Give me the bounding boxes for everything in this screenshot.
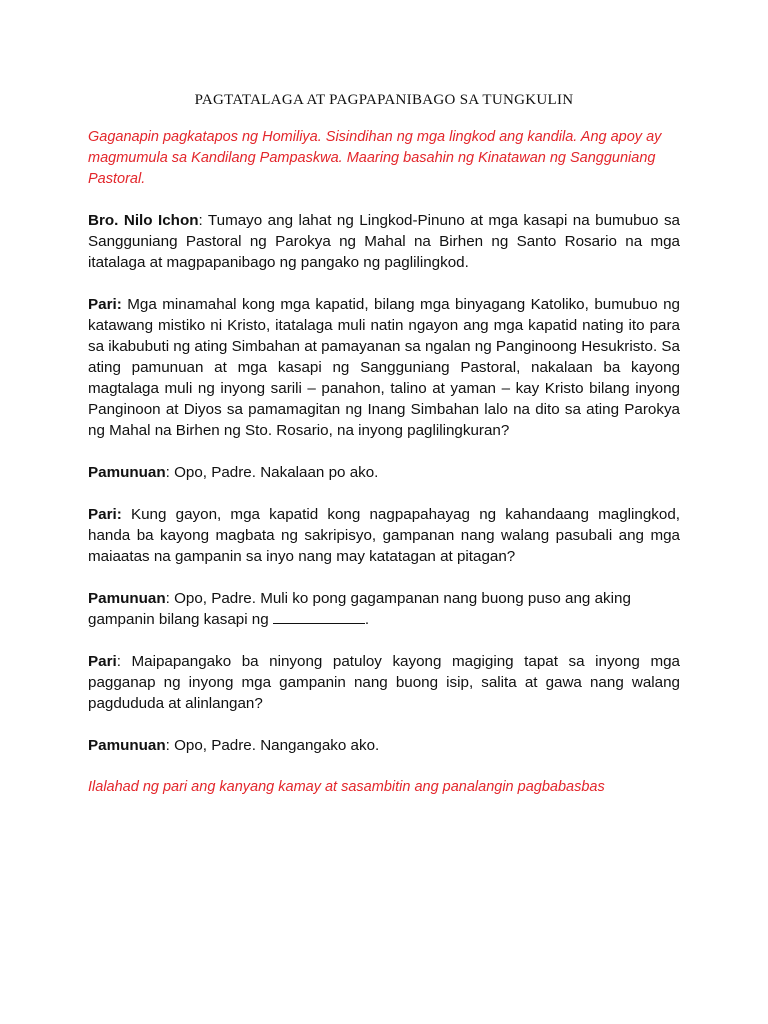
speaker-label: Pari: <box>88 296 122 313</box>
paragraph-pari-1 <box>88 294 680 441</box>
paragraph-text: : Opo, Padre. Muli ko pong gagampanan nang buong puso ang aking gampanin bilang kasapi ng <box>88 590 631 628</box>
paragraph-pamunuan-1 <box>88 462 680 483</box>
speaker-label: Pari <box>88 653 117 670</box>
paragraph-text: : Maipapangako ba ninyong patuloy kayong magiging tapat sa inyong mga pagganap ng inyong mga gampanin nang buong isip, salita at gawa nang walang pagdududa at alinlangan? <box>88 653 680 712</box>
paragraph-pari-2 <box>88 504 680 567</box>
speaker-label: Bro. Nilo Ichon <box>88 212 199 229</box>
paragraph-pamunuan-3 <box>88 735 680 756</box>
paragraph-pamunuan-2 <box>88 588 680 630</box>
document-page <box>88 92 680 818</box>
paragraph-pari-3 <box>88 651 680 714</box>
paragraph-bro-nilo <box>88 210 680 273</box>
paragraph-text-end: . <box>364 611 370 628</box>
closing-rubric-note: Ilalahad ng pari ang kanyang kamay at sasambitin ang panalangin pagbabasbas <box>88 779 605 795</box>
paragraph-text: : Tumayo ang lahat ng Lingkod-Pinuno at mga kasapi na bumubuo sa Sangguniang Pastoral ng Parokya ng Mahal na Birhen ng Santo Rosario na mga itatalaga at magpapanibago ng pangako ng paglilingkod. <box>88 212 680 271</box>
paragraph-text: : Opo, Padre. Nangangako ako. <box>165 737 380 754</box>
fill-in-blank-line <box>273 610 365 624</box>
intro-rubric-note: Gaganapin pagkatapos ng Homiliya. Sisindihan ng mga lingkod ang kandila. Ang apoy ay magmumula sa Kandilang Pampaskwa. Maaring basahin ng Kinatawan ng Sangguniang Pastoral. <box>88 129 662 187</box>
paragraph-text: : Opo, Padre. Nakalaan po ako. <box>165 464 379 481</box>
speaker-label: Pamunuan <box>88 590 166 607</box>
paragraph-text: Kung gayon, mga kapatid kong nagpapahayag ng kahandaang maglingkod, handa ba kayong magbata ng sakripisyo, gampanan nang walang pasubali ang mga maiaatas na gampanin sa inyo nang may katatagan at pitagan? <box>88 506 680 565</box>
document-title: PAGTATALAGA AT PAGPAPANIBAGO SA TUNGKULIN <box>194 92 574 108</box>
paragraph-text: Mga minamahal kong mga kapatid, bilang mga binyagang Katoliko, bumubuo ng katawang mistiko ni Kristo, itatalaga muli natin ngayon ang mga kapatid nating ito para sa ikabubuti ng ating Simbahan at pamayanan sa ngalan ng Panginoong Hesukristo. Sa ating pamunuan at mga kasapi ng Sangguniang Pastoral, nakalaan ba kayong magtalaga muli ng inyong sarili – panahon, talino at yaman – kay Kristo bilang inyong Panginoon at Diyos sa pamamagitan ng Inang Simbahan lalo na dito sa ating Parokya ng Mahal na Birhen ng Sto. Rosario, na inyong paglilingkuran? <box>88 296 680 439</box>
speaker-label: Pamunuan <box>88 464 166 481</box>
speaker-label: Pari: <box>88 506 122 523</box>
speaker-label: Pamunuan <box>88 737 166 754</box>
